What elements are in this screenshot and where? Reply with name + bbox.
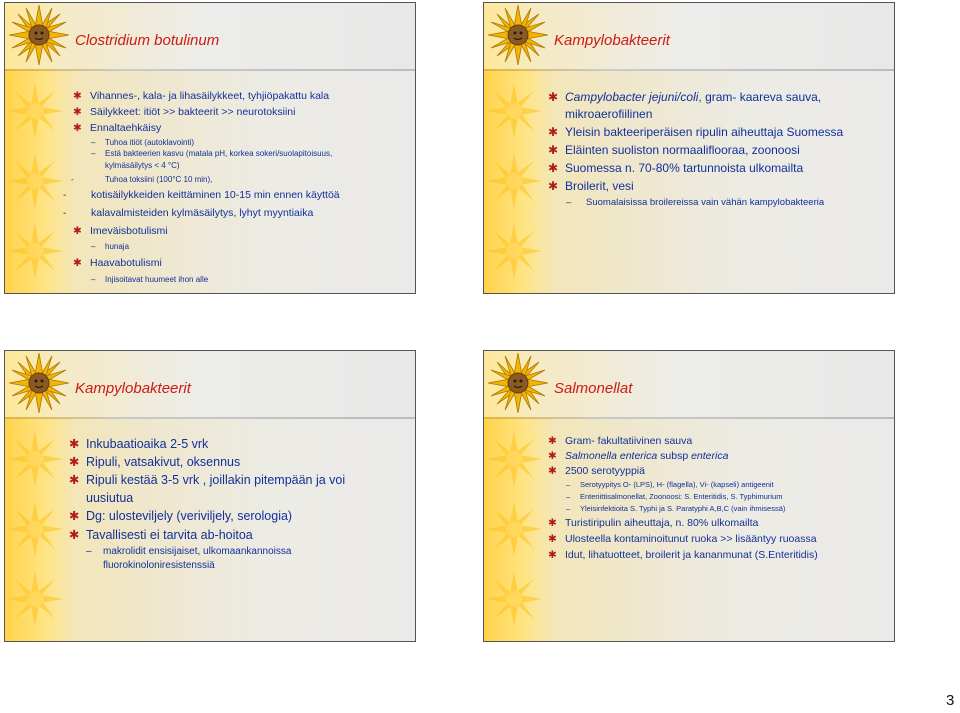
bullet-item: ✱ Säilykkeet: itiöt >> bakteerit >> neurotoksiini: [73, 106, 296, 118]
sun-decoration-icon: [7, 431, 63, 487]
sub-bullet-item: – Injisoitavat huumeet ihon alle: [91, 275, 209, 284]
header-divider: [5, 417, 415, 419]
bullet-item: ✱ Suomessa n. 70-80% tartunnoista ulkomailta: [548, 161, 804, 175]
bullet-item: ✱ Yleisin bakteeriperäisen ripulin aiheuttaja Suomessa: [548, 125, 844, 139]
bullet-item: ✱ Vihannes-, kala- ja lihasäilykkeet, tyhjiöpakattu kala: [73, 90, 330, 102]
bullet-item: ✱ Ripuli kestää 3-5 vrk , joillakin pitempään ja voi: [69, 473, 346, 487]
bullet-item: ✱ Imeväisbotulismi: [73, 225, 168, 237]
bullet-continuation: mikroaerofiilinen: [565, 107, 653, 121]
bullet-item: ✱ Idut, lihatuotteet, broilerit ja kananmunat (S.Enteritidis): [548, 549, 818, 561]
sun-decoration-icon: [486, 571, 542, 627]
sub-bullet-item: – Yleisinfektioita S. Typhi ja S. Paratyphi A,B,C (vain ihmisessä): [566, 504, 786, 513]
bullet-item: ✱ Ripuli, vatsakivut, oksennus: [69, 455, 241, 469]
sub-bullet-item: – makrolidit ensisijaiset, ulkomaankannoissa: [86, 546, 292, 557]
bullet-item: ✱ Campylobacter jejuni/coli, gram- kaareva sauva,: [548, 90, 822, 104]
slide-title: Kampylobakteerit: [75, 380, 191, 397]
sub-bullet-item: – Serotyypitys O- (LPS), H- (flagella), Vi- (kapseli) antigeenit: [566, 480, 774, 489]
sun-decoration-icon: [486, 223, 542, 279]
slide-kampylobakteerit-1: [483, 2, 895, 294]
sub-bullet-continuation: fluorokinoloniresistenssiä: [103, 560, 215, 571]
dash-item: - kotisäilykkeiden keittäminen 10-15 min ennen käyttöä: [63, 189, 340, 201]
bullet-item: ✱ 2500 serotyyppiä: [548, 465, 645, 477]
slide-salmonellat: [483, 350, 895, 642]
bullet-item: ✱ Dg: ulosteviljely (veriviljely, serologia): [69, 509, 293, 523]
sun-decoration-icon: [7, 153, 63, 209]
sun-decoration-icon: [7, 571, 63, 627]
sun-decoration-icon: [7, 83, 63, 139]
sun-decoration-icon: [486, 501, 542, 557]
sub-bullet-item: – Tuhoa itiöt (autoklavointi): [91, 138, 195, 147]
sun-decoration-icon: [7, 501, 63, 557]
bullet-item: ✱ Tavallisesti ei tarvita ab-hoitoa: [69, 528, 253, 542]
sub-bullet-item: – Suomalaisissa broilereissa vain vähän kampylobakteeria: [566, 197, 825, 208]
bullet-item: ✱ Salmonella enterica subsp enterica: [548, 450, 729, 462]
slide-body: [548, 434, 886, 563]
header-divider: [5, 69, 415, 71]
sub-bullet-continuation: kylmäsäilytys < 4 °C): [105, 161, 180, 170]
slide-body: [548, 89, 886, 211]
bullet-item: ✱ Gram- fakultatiivinen sauva: [548, 435, 693, 447]
bullet-item: ✱ Turistiripulin aiheuttaja, n. 80% ulkomailta: [548, 517, 759, 529]
slide-kampylobakteerit-2: [4, 350, 416, 642]
bullet-item: ✱ Haavabotulismi: [73, 257, 162, 269]
bullet-item: ✱ Ennaltaehkäisy: [73, 122, 162, 134]
sun-logo-icon: [488, 353, 548, 413]
header-divider: [484, 417, 894, 419]
sun-logo-icon: [9, 353, 69, 413]
bullet-item: ✱ Inkubaatioaika 2-5 vrk: [69, 437, 209, 451]
dash-item: - Tuhoa toksiini (100°C 10 min),: [71, 175, 213, 184]
page-number: 3: [946, 692, 955, 709]
bullet-continuation: uusiutua: [86, 491, 134, 505]
bullet-item: ✱ Eläinten suoliston normaaliflooraa, zoonoosi: [548, 143, 800, 157]
sub-bullet-item: – hunaja: [91, 242, 130, 251]
slide-body: [63, 88, 407, 287]
sun-decoration-icon: [486, 431, 542, 487]
dash-item: - kalavalmisteiden kylmäsäilytys, lyhyt myyntiaika: [63, 207, 314, 219]
slide-clostridium-botulinum: [4, 2, 416, 294]
slide-title: Salmonellat: [554, 380, 633, 397]
sub-bullet-item: – Estä bakteerien kasvu (matala pH, korkea sokeri/suolapitoisuus,: [91, 149, 333, 158]
sub-bullet-item: – Enteriittisalmonellat, Zoonoosi: S. Enteritidis, S. Typhimurium: [566, 492, 783, 501]
slide-body: [69, 435, 407, 572]
bullet-item: ✱ Ulosteella kontaminoitunut ruoka >> lisääntyy ruoassa: [548, 533, 817, 545]
header-divider: [484, 69, 894, 71]
slide-title: Kampylobakteerit: [554, 32, 670, 49]
sun-logo-icon: [9, 5, 69, 65]
sun-decoration-icon: [7, 223, 63, 279]
sun-logo-icon: [488, 5, 548, 65]
sun-decoration-icon: [486, 153, 542, 209]
bullet-item: ✱ Broilerit, vesi: [548, 179, 634, 193]
slide-title: Clostridium botulinum: [75, 32, 220, 49]
sun-decoration-icon: [486, 83, 542, 139]
